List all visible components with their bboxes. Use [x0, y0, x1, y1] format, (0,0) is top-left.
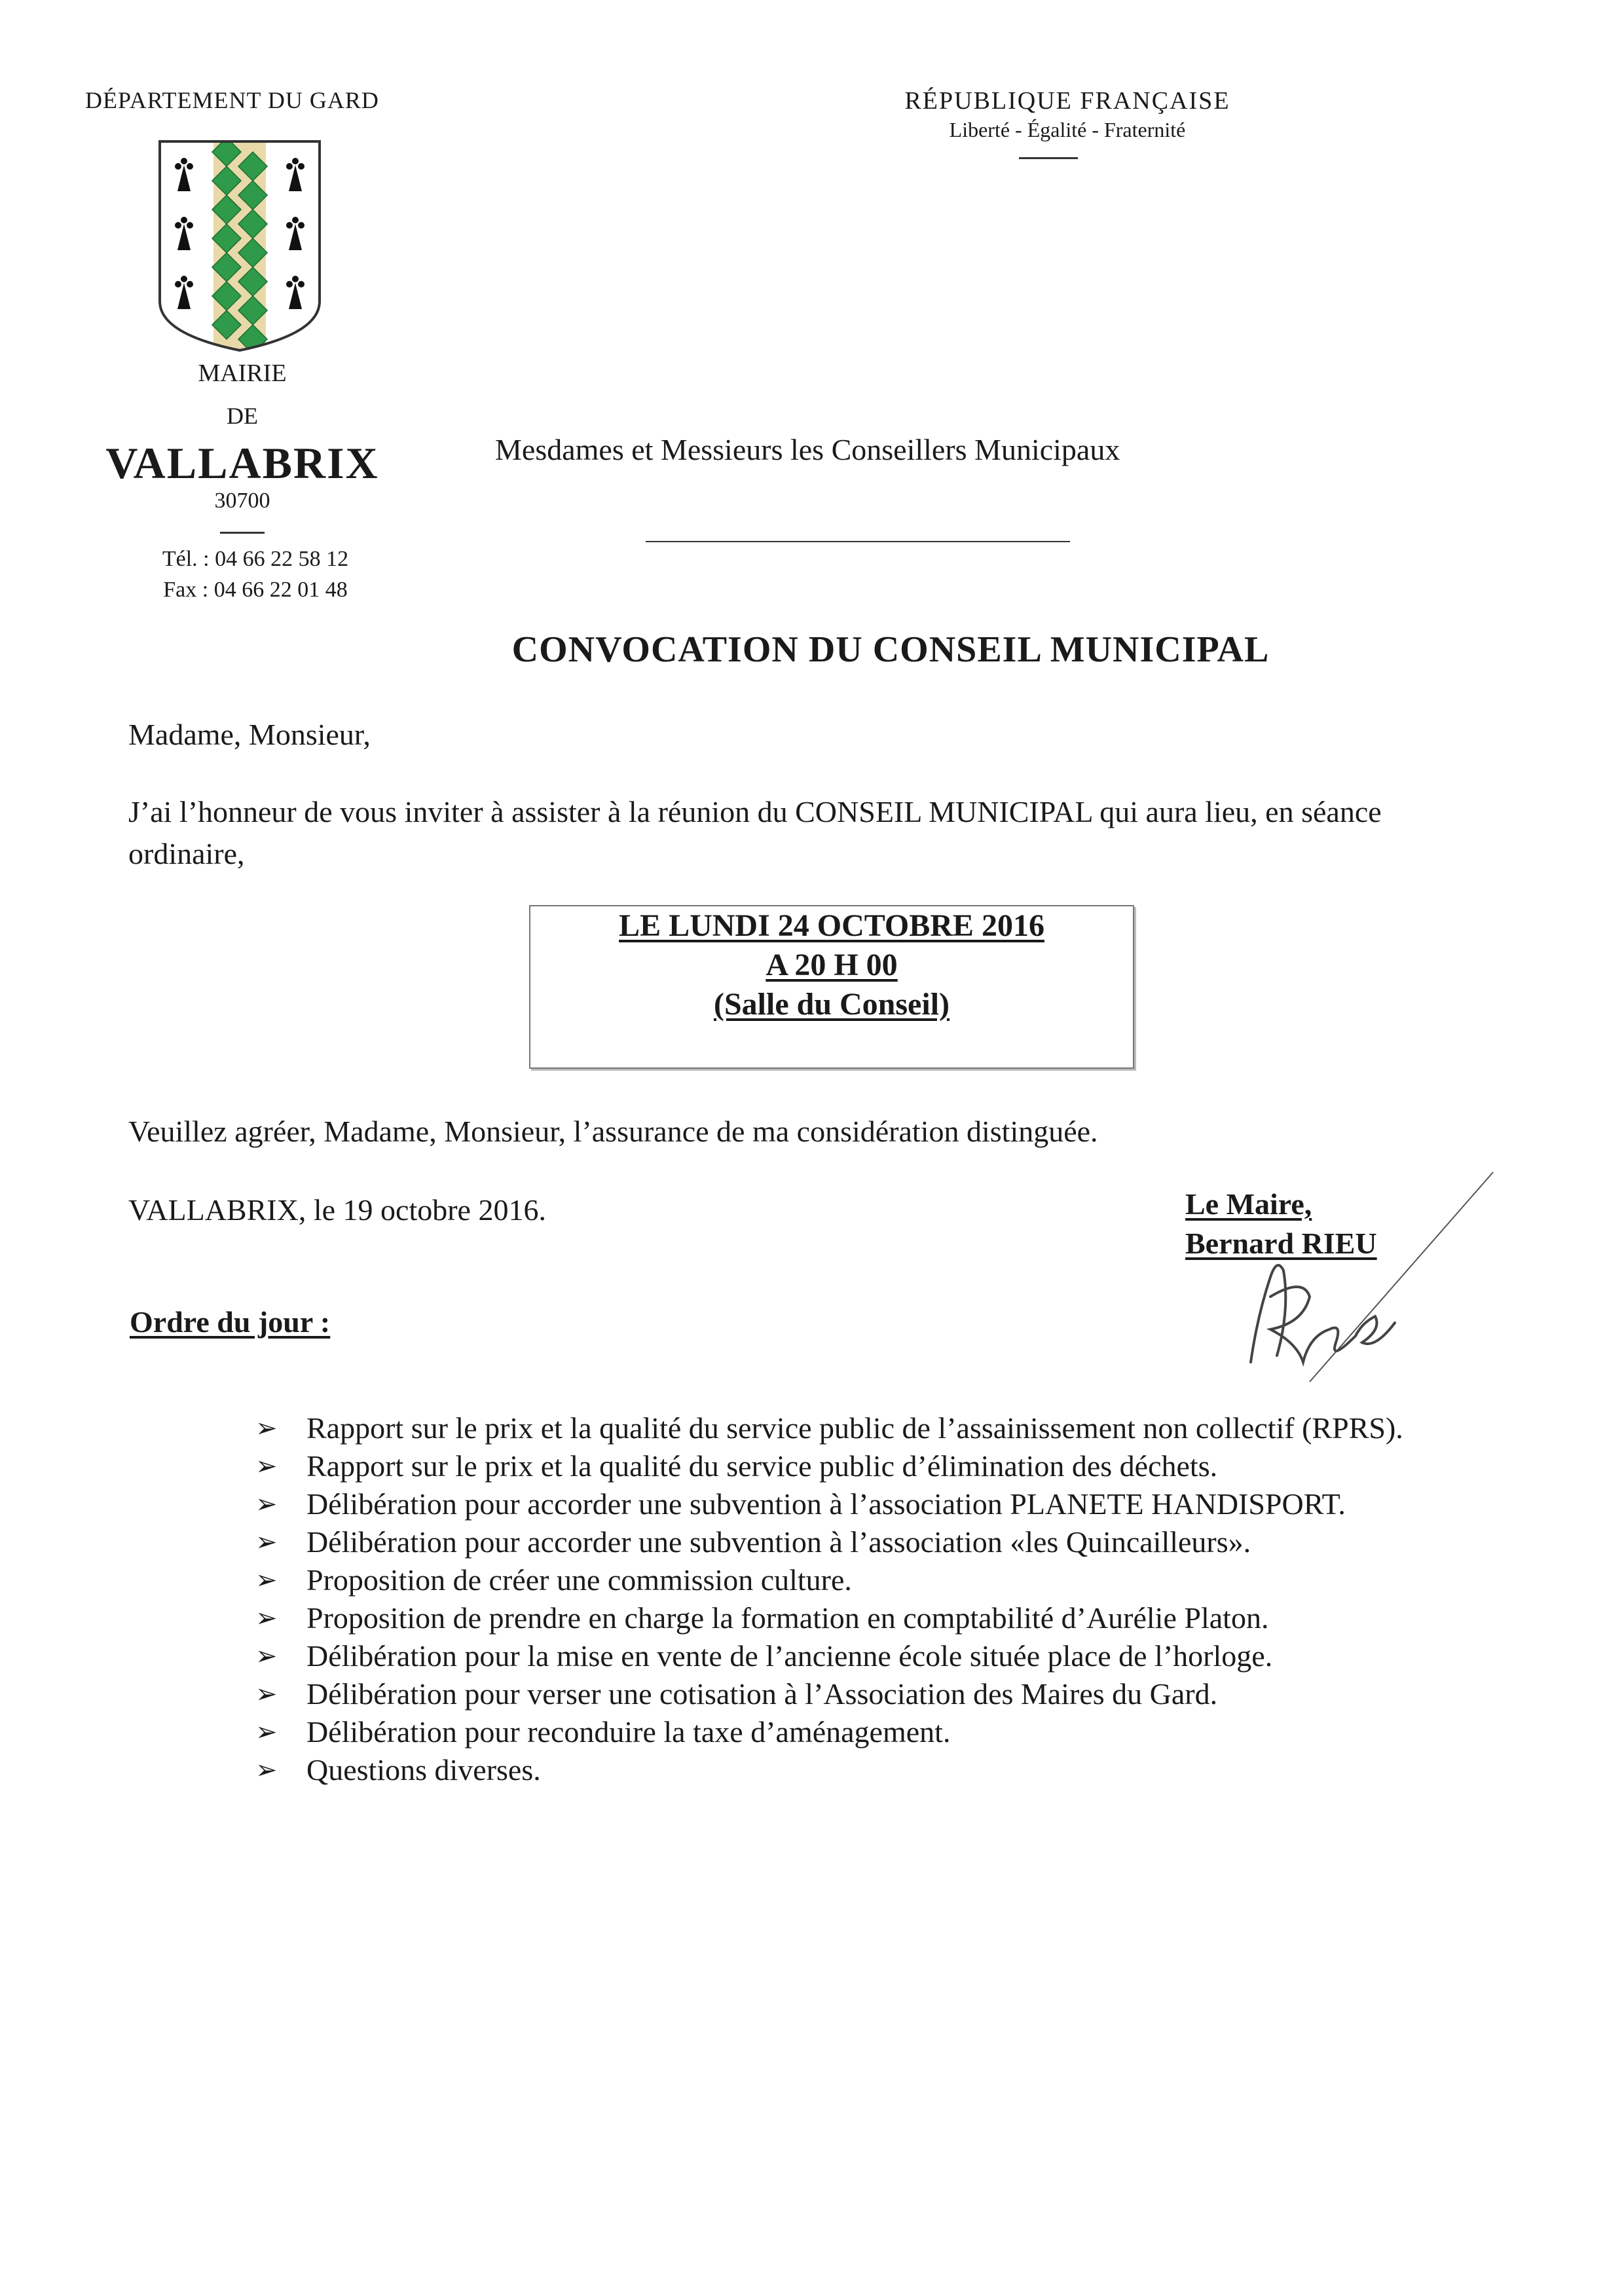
arrow-bullet-icon: ➢: [255, 1755, 278, 1785]
arrow-bullet-icon: ➢: [255, 1565, 278, 1595]
agenda-item: [255, 1485, 1500, 1523]
intro-paragraph: J’ai l’honneur de vous inviter à assister à la réunion du CONSEIL MUNICIPAL qui aura lieu, en séance ordinaire,: [128, 795, 1382, 870]
arrow-bullet-icon: ➢: [255, 1451, 278, 1481]
meeting-date: LE LUNDI 24 OCTOBRE 2016: [619, 908, 1044, 943]
department-label: DÉPARTEMENT DU GARD: [85, 87, 379, 113]
handwritten-signature: [1231, 1166, 1506, 1441]
divider: [646, 541, 1070, 542]
divider: [1019, 157, 1078, 159]
agenda-item-text: Délibération pour verser une cotisation à l’Association des Maires du Gard.: [306, 1677, 1218, 1711]
meeting-details-box: [529, 905, 1134, 1069]
de-label: DE: [227, 403, 258, 429]
phone-number: Tél. : 04 66 22 58 12: [162, 547, 349, 571]
fax-number: Fax : 04 66 22 01 48: [163, 578, 348, 602]
place-and-date: VALLABRIX, le 19 octobre 2016.: [128, 1193, 546, 1227]
agenda-item-text: Questions diverses.: [306, 1753, 541, 1787]
agenda-heading: Ordre du jour :: [130, 1305, 331, 1339]
postal-code: 30700: [214, 489, 270, 513]
agenda-item-text: Délibération pour la mise en vente de l’ancienne école située place de l’horloge.: [306, 1639, 1273, 1673]
agenda-item: [255, 1675, 1500, 1713]
mairie-label: MAIRIE: [198, 360, 287, 387]
signatory-name: Bernard RIEU: [1185, 1227, 1377, 1260]
signatory-title: Le Maire,: [1185, 1187, 1312, 1221]
city-name: VALLABRIX: [105, 438, 379, 488]
recipients-line: Mesdames et Messieurs les Conseillers Municipaux: [495, 433, 1120, 466]
agenda-item: [255, 1599, 1500, 1637]
agenda-item: [255, 1523, 1500, 1561]
agenda-item: [255, 1637, 1500, 1675]
meeting-time: A 20 H 00: [766, 948, 898, 982]
agenda-item-text: Délibération pour accorder une subvention à l’association «les Quincailleurs».: [306, 1525, 1251, 1559]
agenda-item: [255, 1409, 1500, 1447]
salutation: Madame, Monsieur,: [128, 718, 371, 751]
closing-formula: Veuillez agréer, Madame, Monsieur, l’assurance de ma considération distinguée.: [128, 1115, 1098, 1148]
republic-motto: Liberté - Égalité - Fraternité: [949, 118, 1186, 141]
coat-of-arms-icon: [155, 138, 325, 354]
agenda-item: [255, 1713, 1500, 1751]
agenda-item: [255, 1561, 1500, 1599]
arrow-bullet-icon: ➢: [255, 1603, 278, 1633]
agenda-item-text: Délibération pour reconduire la taxe d’aménagement.: [306, 1715, 951, 1749]
agenda-item-text: Proposition de créer une commission culture.: [306, 1563, 852, 1597]
agenda-item-text: Rapport sur le prix et la qualité du service public de l’assainissement non collectif (RPRS).: [306, 1411, 1403, 1445]
agenda-item-text: Délibération pour accorder une subvention à l’association PLANETE HANDISPORT.: [306, 1487, 1346, 1521]
agenda-item: [255, 1751, 1500, 1789]
document-title: CONVOCATION DU CONSEIL MUNICIPAL: [511, 629, 1270, 670]
arrow-bullet-icon: ➢: [255, 1489, 278, 1519]
agenda-item-text: Rapport sur le prix et la qualité du service public d’élimination des déchets.: [306, 1449, 1218, 1483]
arrow-bullet-icon: ➢: [255, 1641, 278, 1671]
arrow-bullet-icon: ➢: [255, 1413, 278, 1443]
agenda-item-text: Proposition de prendre en charge la formation en comptabilité d’Aurélie Platon.: [306, 1601, 1269, 1635]
arrow-bullet-icon: ➢: [255, 1527, 278, 1557]
arrow-bullet-icon: ➢: [255, 1717, 278, 1747]
republic-label: RÉPUBLIQUE FRANÇAISE: [904, 87, 1230, 115]
divider: [220, 532, 265, 534]
meeting-place: (Salle du Conseil): [713, 987, 950, 1022]
arrow-bullet-icon: ➢: [255, 1679, 278, 1709]
agenda-item: [255, 1447, 1500, 1485]
agenda-list: [255, 1409, 1500, 1789]
